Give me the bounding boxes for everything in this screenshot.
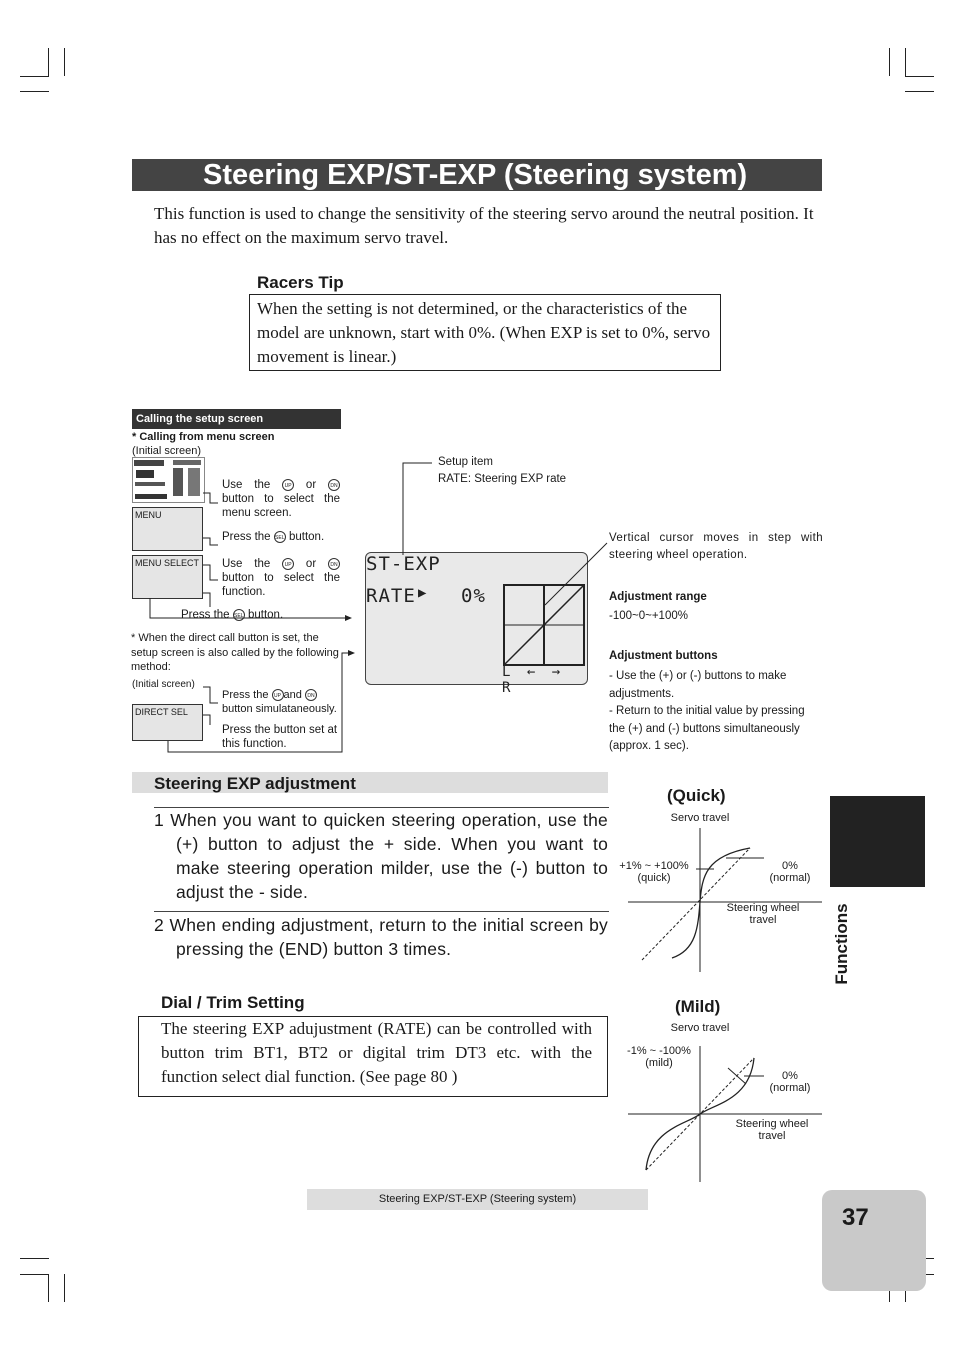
crop-mark <box>905 76 934 77</box>
dn-button-icon: DN <box>328 558 340 570</box>
from-menu-label: * Calling from menu screen <box>132 431 275 443</box>
setup-item-annotation: Setup item RATE: Steering EXP rate <box>438 456 567 485</box>
lcd-bottom-arrows: L ← → R <box>502 664 565 696</box>
initial-screen-label: (Initial screen) <box>132 445 202 457</box>
step-press-set: Press the button set at this function. <box>222 724 338 750</box>
racers-tip-box: When the setting is not determined, or the characteristics of the model are unknown, start with 0%. (When EXP is set to 0%, servo movement is linear.) <box>249 294 721 371</box>
direct-sel-box-label: DIRECT SEL <box>135 707 188 717</box>
quick-curve-graph <box>628 828 824 974</box>
adjustment-range-value: -100~0~+100% <box>609 610 688 622</box>
section-tab <box>830 796 925 887</box>
sel-button-icon: SEL <box>274 531 286 543</box>
adjustment-range-title: Adjustment range <box>609 591 707 603</box>
adjustment-step-1: 1 When you want to quicken steering operation, use the (+) button to adjust the + side. When you want to make steering operation milder, use the (-) button to adjust the - side. <box>154 810 608 902</box>
adjustment-buttons-title: Adjustment buttons <box>609 650 718 662</box>
intro-paragraph: This function is used to change the sensitivity of the steering servo around the neutral position. It has no effect on the maximum servo travel. <box>154 204 814 247</box>
footer-running-title: Steering EXP/ST-EXP (Steering system) <box>307 1189 648 1210</box>
mild-curve-graph <box>628 1040 824 1184</box>
lcd-title: ST-EXP <box>366 553 441 575</box>
quick-graph-title: (Quick) <box>667 786 726 805</box>
direct-call-note: * When the direct call button is set, the setup screen is also called by the following method: <box>131 632 339 673</box>
step-select-menu: Use the UP or DN button to select the menu screen. <box>222 479 340 519</box>
crop-mark <box>20 76 49 77</box>
quick-servo-label: Servo travel <box>670 812 730 824</box>
crop-mark <box>48 48 49 76</box>
up-button-icon: UP <box>272 689 284 701</box>
section-tab-label: Functions <box>832 903 851 985</box>
step-press-sel-2: Press the SEL button. <box>181 609 284 621</box>
quick-wheel-label: Steering wheel travel <box>726 902 800 926</box>
flow-connectors <box>130 455 370 755</box>
quick-normal-label: 0% (normal) <box>769 860 811 884</box>
quick-range-label: +1% ~ +100% (quick) <box>619 860 689 884</box>
dial-trim-box: The steering EXP adujustment (RATE) can be controlled with button trim BT1, BT2 or digital trim DT3 etc. with the function select dial function. (See page 80 ) <box>138 1016 608 1097</box>
menu-box-label: MENU <box>135 510 162 520</box>
adjustment-step-2: 2 When ending adjustment, return to the initial screen by pressing the (END) button 3 times. <box>154 915 608 959</box>
mild-servo-label: Servo travel <box>670 1022 730 1034</box>
dn-button-icon: DN <box>328 479 340 491</box>
up-button-icon: UP <box>282 558 294 570</box>
calling-setup-header: Calling the setup screen <box>132 409 341 429</box>
step-select-function: Use the UP or DN button to select the function. <box>222 558 340 598</box>
mild-graph-title: (Mild) <box>675 997 721 1016</box>
crop-mark <box>20 1258 49 1259</box>
lcd-rate-value: 0% <box>461 585 486 607</box>
menu-select-box-label: MENU SELECT <box>135 558 200 568</box>
racers-tip-heading: Racers Tip <box>257 273 344 292</box>
crop-mark <box>889 48 890 76</box>
initial-screen-label-2: (Initial screen) <box>132 679 195 690</box>
step-press-up-dn: Press the UP and DN button simulataneously. <box>222 689 337 715</box>
page-number: 37 <box>822 1190 926 1291</box>
adjustment-buttons-text: - Use the (+) or (-) buttons to make adjustments. - Return to the initial value by pressing the (+) and (-) buttons simultaneously (approx. 1 sec). <box>609 670 805 752</box>
steering-adjustment-heading: Steering EXP adjustment <box>132 772 608 793</box>
sel-button-icon: SEL <box>233 609 245 621</box>
divider <box>154 911 609 912</box>
lcd-rate-cursor: ▶ <box>418 585 428 601</box>
lcd-rate-label: RATE <box>366 585 416 607</box>
dial-trim-heading: Dial / Trim Setting <box>161 993 305 1012</box>
page-title: Steering EXP/ST-EXP (Steering system) <box>132 159 822 191</box>
mild-range-label: -1% ~ -100% (mild) <box>627 1045 691 1069</box>
crop-mark <box>64 48 65 76</box>
mild-normal-label: 0% (normal) <box>769 1070 811 1094</box>
crop-mark <box>48 1274 49 1302</box>
cursor-annotation: Vertical cursor moves in step with steering wheel operation. <box>609 532 823 561</box>
mild-wheel-label: Steering wheel travel <box>735 1118 809 1142</box>
crop-mark <box>905 91 934 92</box>
up-button-icon: UP <box>282 479 294 491</box>
step-press-sel: Press the SEL button. <box>222 531 325 543</box>
crop-mark <box>64 1274 65 1302</box>
crop-mark <box>20 1274 49 1275</box>
crop-mark <box>20 91 49 92</box>
crop-mark <box>905 48 906 76</box>
dn-button-icon: DN <box>305 689 317 701</box>
